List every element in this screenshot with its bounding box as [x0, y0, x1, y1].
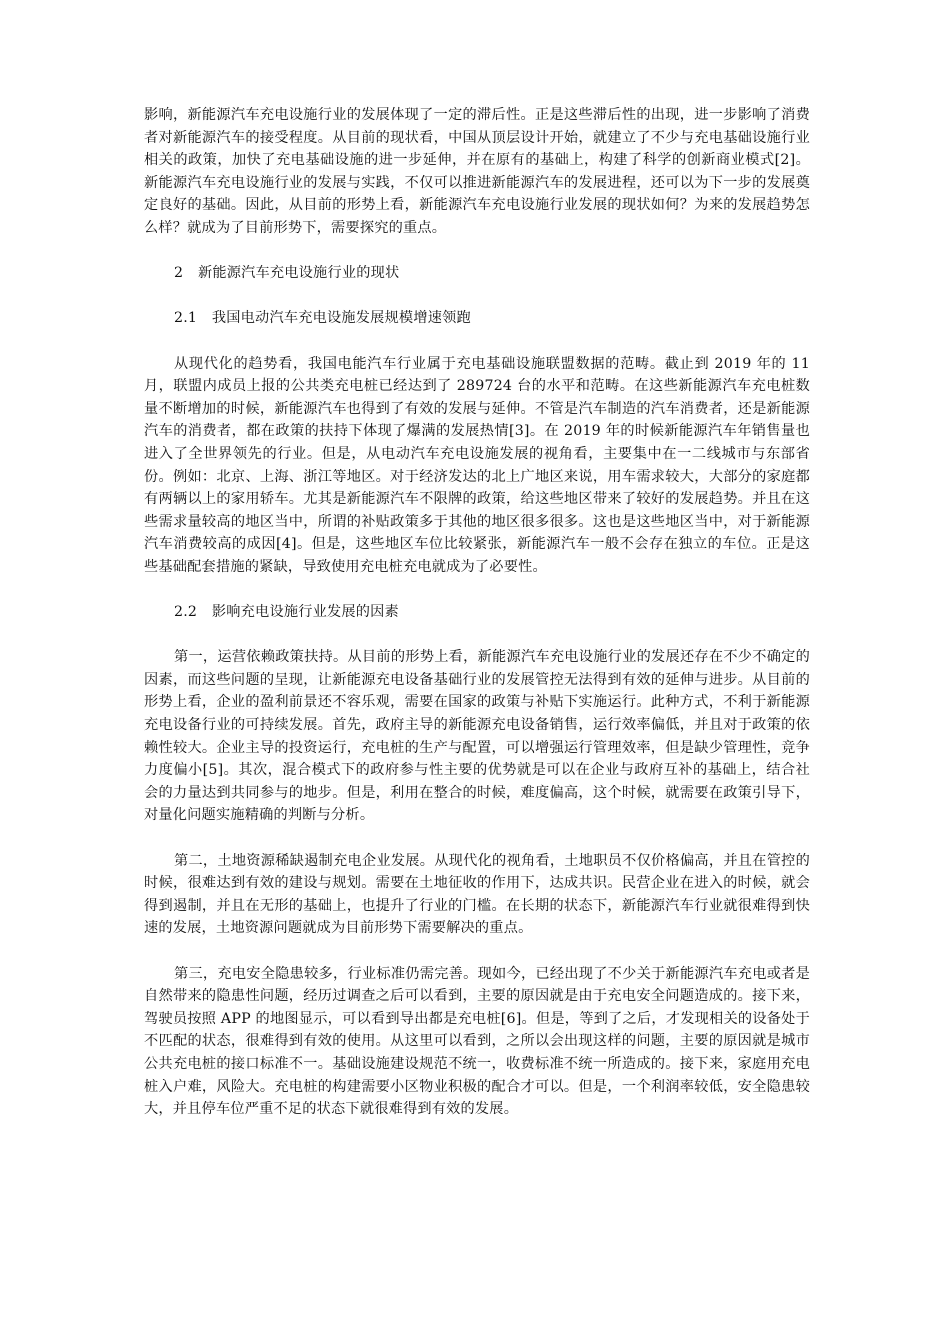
- paragraph-intro-continued: 影响，新能源汽车充电设施行业的发展体现了一定的滞后性。正是这些滞后性的出现，进一步影响了消费者对新能源汽车的接受程度。从目前的现状看，中国从顶层设计开始，就建立了不少与充电基础设施行业相关的政策，加快了充电基础设施的进一步延伸，并在原有的基础上，构建了科学的创新商业模式[2]。新能源汽车充电设施行业的发展与实践，不仅可以推进新能源汽车的发展进程，还可以为下一步的发展奠定良好的基础。因此，从目前的形势上看，新能源汽车充电设施行业发展的现状如何？为来的发展趋势怎么样？就成为了目前形势下，需要探究的重点。: [144, 107, 810, 236]
- paragraph-scale-growth: 从现代化的趋势看，我国电能汽车行业属于充电基础设施联盟数据的范畴。截止到 2019 年的 11 月，联盟内成员上报的公共类充电桩已经达到了 289724 台的水平和范畴。在这些新能源汽车充电桩数量不断增加的时候，新能源汽车也得到了有效的发展与延伸。不管是汽车制造的汽车消费者，还是新能源汽车的消费者，都在政策的扶持下体现了爆满的发展热情[3]。在 2019 年的时候新能源汽车年销售量也进入了全世界领先的行业。但是，从电动汽车充电设施发展的视角看，主要集中在一二线城市与东部省份。例如：北京、上海、浙江等地区。对于经济发达的北上广地区来说，用车需求较大，大部分的家庭都有两辆以上的家用轿车。尤其是新能源汽车不限牌的政策，给这些地区带来了较好的发展趋势。并且在这些需求量较高的地区当中，所谓的补贴政策多于其他的地区很多很多。这也是这些地区当中，对于新能源汽车消费较高的成因[4]。但是，这些地区车位比较紧张，新能源汽车一般不会存在独立的车位。正是这些基础配套措施的紧缺，导致使用充电桩充电就成为了必要性。: [144, 355, 810, 575]
- section-heading-2-2: [144, 601, 810, 624]
- paragraph-factor-policy: 第一，运营依赖政策扶持。从目前的形势上看，新能源汽车充电设施行业的发展还存在不少不确定的因素，而这些问题的呈现，让新能源充电设备基础行业的发展管控无法得到有效的延伸与进步。从目前的形势上看，企业的盈利前景还不容乐观，需要在国家的政策与补贴下实施运行。此种方式，不利于新能源充电设备行业的可持续发展。首先，政府主导的新能源充电设备销售，运行效率偏低，并且对于政策的依赖性较大。企业主导的投资运行，充电桩的生产与配置，可以增强运行管理效率，但是缺少管理性，竞争力度偏小[5]。其次，混合模式下的政府参与性主要的优势就是可以在企业与政府互补的基础上，结合社会的力量达到共同参与的地步。但是，利用在整合的时候，难度偏高，这个时候，就需要在政策引导下，对量化问题实施精确的判断与分析。: [144, 649, 810, 824]
- section-number: 2.2: [174, 604, 198, 621]
- spacer: [144, 624, 810, 647]
- document-page: [144, 104, 810, 1121]
- section-title: 影响充电设施行业发展的因素: [211, 604, 399, 621]
- section-number: 2: [174, 265, 184, 282]
- spacer: [144, 827, 810, 850]
- spacer: [144, 578, 810, 601]
- paragraph-factor-safety: 第三，充电安全隐患较多，行业标准仍需完善。现如今，已经出现了不少关于新能源汽车充电或者是自然带来的隐患性问题，经历过调查之后可以看到，主要的原因就是由于充电安全问题造成的。接下来，驾驶员按照 APP 的地图显示，可以看到导出都是充电桩[6]。但是，等到了之后，才发现相关的设备处于不匹配的状态，很难得到有效的使用。从这里可以看到，之所以会出现这样的问题，主要的原因就是城市公共充电桩的接口标准不一。基础设施建设规范不统一，收费标准不统一所造成的。接下来，家庭用充电桩入户难，风险大。充电桩的构建需要小区物业积极的配合才可以。但是，一个利润率较低，安全隐患较大，并且停车位严重不足的状态下就很难得到有效的发展。: [144, 965, 810, 1118]
- paragraph-factor-land: 第二，土地资源稀缺遏制充电企业发展。从现代化的视角看，土地职员不仅价格偏高，并且在管控的时候，很难达到有效的建设与规划。需要在土地征收的作用下，达成共识。民营企业在进入的时候，就会得到遏制，并且在无形的基础上，也提升了行业的门槛。在长期的状态下，新能源汽车行业就很难得到快速的发展，土地资源问题就成为目前形势下需要解决的重点。: [144, 852, 810, 937]
- spacer: [144, 940, 810, 963]
- section-title: 新能源汽车充电设施行业的现状: [197, 265, 400, 282]
- spacer: [144, 285, 810, 308]
- section-heading-2-1: [144, 307, 810, 330]
- section-number: 2.1: [174, 310, 198, 327]
- spacer: [144, 240, 810, 263]
- section-heading-2: [144, 262, 810, 285]
- spacer: [144, 330, 810, 353]
- section-title: 我国电动汽车充电设施发展规模增速领跑: [211, 310, 471, 327]
